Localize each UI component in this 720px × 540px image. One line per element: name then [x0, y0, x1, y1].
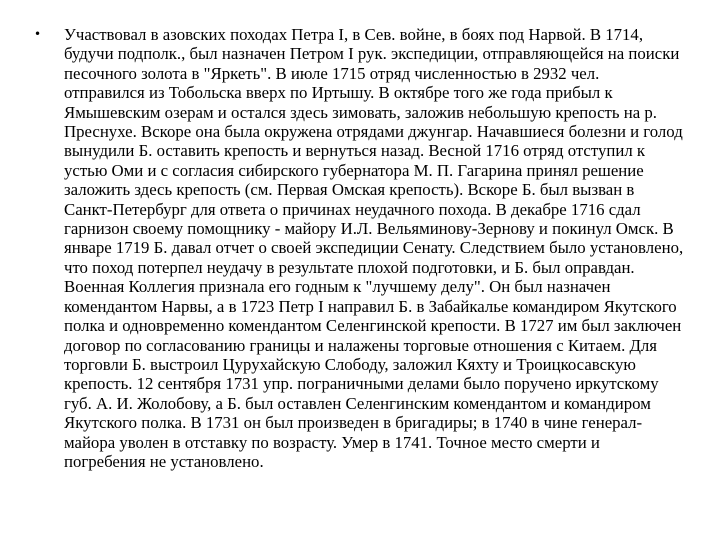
bullet-list-item: [34, 25, 684, 471]
bullet-marker: •: [34, 27, 42, 41]
biography-paragraph: Участвовал в азовских походах Петра I, в Сев. войне, в боях под Нарвой. В 1714, будучи подполк., был назначен Петром I рук. экспедиции, отправляющейся на поиски песочного золота в "Яркеть". В июле 1715 отряд численностью в 2932 чел. отправился из Тобольска вверх по Иртышу. В октябре того же года прибыл к Ямышевским озерам и остался здесь зимовать, заложив небольшую крепость на р. Преснухе. Вскоре она была окружена отрядами джунгар. Начавшиеся болезни и голод вынудили Б. оставить крепость и вернуться назад. Весной 1716 отряд отступил к устью Оми и с согласия сибирского губернатора М. П. Гагарина принял решение заложить здесь крепость (см. Первая Омская крепость). Вскоре Б. был вызван в Санкт-Петербург для ответа о причинах неудачного похода. В декабре 1716 сдал гарнизон своему помощнику - майору И.Л. Вельяминову-Зернову и покинул Омск. В январе 1719 Б. давал отчет о своей экспедиции Сенату. Следствием было установлено, что поход потерпел неудачу в результате плохой подготовки, и Б. был оправдан. Военная Коллегия признала его годным к "лучшему делу". Он был назначен комендантом Нарвы, а в 1723 Петр I направил Б. в Забайкалье командиром Якутского полка и одновременно комендантом Селенгинской крепости. В 1727 им был заключен договор по согласованию границы и налажены торговые отношения с Китаем. Для торговли Б. выстроил Цурухайскую Слободу, заложил Кяхту и Троицкосавскую крепость. 12 сентября 1731 упр. пограничными делами было поручено иркутскому губ. А. И. Жолобову, а Б. был оставлен Селенгинским комендантом и командиром Якутского полка. В 1731 он был произведен в бригадиры; в 1740 в чине генерал-майора уволен в отставку по возрасту. Умер в 1741. Точное место смерти и погребения не установлено.: [64, 25, 684, 471]
